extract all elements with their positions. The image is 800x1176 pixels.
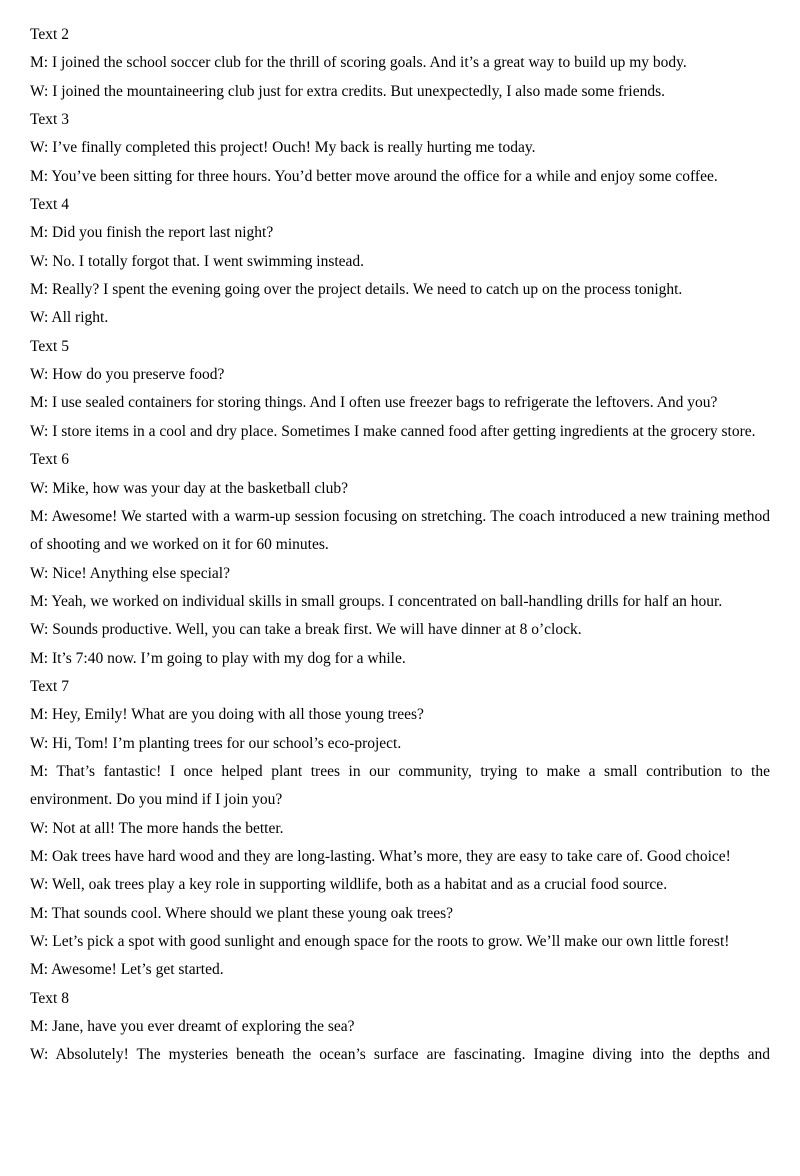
section-heading: Text 2 (30, 26, 69, 43)
dialogue-line: W: Hi, Tom! I’m planting trees for our school’s eco-project. (30, 734, 402, 752)
dialogue-line: W: I joined the mountaineering club just for extra credits. But unexpectedly, I also made some friends. (30, 82, 666, 100)
section-heading: Text 3 (30, 111, 69, 129)
dialogue-line: W: I’ve finally completed this project! Ouch! My back is really hurting me today. (30, 139, 536, 157)
dialogue-line: M: That’s fantastic! I once helped plant trees in our community, trying to make a small contribution to the environment. Do you mind if I join you? (30, 762, 770, 809)
dialogue-line: M: Awesome! Let’s get started. (30, 961, 224, 979)
dialogue-line: M: Did you finish the report last night? (30, 224, 274, 242)
dialogue-line: M: That sounds cool. Where should we plant these young oak trees? (30, 904, 454, 922)
dialogue-line: W: Absolutely! The mysteries beneath the ocean’s surface are fascinating. Imagine diving into the depths and (30, 1046, 770, 1064)
dialogue-line: W: I store items in a cool and dry place. Sometimes I make canned food after getting ingredients at the grocery store. (30, 422, 756, 440)
dialogue-line: M: I use sealed containers for storing things. And I often use freezer bags to refrigerate the leftovers. And you? (30, 394, 718, 412)
section-heading: Text 8 (30, 989, 69, 1007)
dialogue-line: M: You’ve been sitting for three hours. You’d better move around the office for a while and enjoy some coffee. (30, 167, 718, 185)
dialogue-line: M: Awesome! We started with a warm-up session focusing on stretching. The coach introduced a new training method of shooting and we worked on it for 60 minutes. (30, 507, 770, 554)
dialogue-line: W: Nice! Anything else special? (30, 564, 230, 582)
transcript (30, 21, 770, 1070)
dialogue-line: W: Sounds productive. Well, you can take a break first. We will have dinner at 8 o’clock. (30, 621, 582, 639)
dialogue-line: M: Jane, have you ever dreamt of exploring the sea? (30, 1018, 355, 1036)
dialogue-line: M: Hey, Emily! What are you doing with all those young trees? (30, 706, 424, 724)
dialogue-line: M: Oak trees have hard wood and they are long-lasting. What’s more, they are easy to take care of. Good choice! (30, 847, 731, 865)
dialogue-line: W: How do you preserve food? (30, 366, 225, 384)
dialogue-line: W: Mike, how was your day at the basketball club? (30, 479, 348, 497)
dialogue-line: M: Yeah, we worked on individual skills in small groups. I concentrated on ball-handling drills for half an hour. (30, 592, 723, 610)
section-heading: Text 7 (30, 677, 69, 695)
dialogue-line: W: Well, oak trees play a key role in supporting wildlife, both as a habitat and as a crucial food source. (30, 876, 668, 894)
dialogue-line: M: Really? I spent the evening going over the project details. We need to catch up on the process tonight. (30, 281, 683, 299)
dialogue-line: W: Not at all! The more hands the better. (30, 819, 284, 837)
dialogue-line: W: No. I totally forgot that. I went swimming instead. (30, 252, 365, 270)
dialogue-line: M: I joined the school soccer club for the thrill of scoring goals. And it’s a great way to build up my body. (30, 54, 687, 72)
dialogue-line: W: Let’s pick a spot with good sunlight and enough space for the roots to grow. We’ll make our own little forest! (30, 933, 730, 950)
dialogue-line: W: All right. (30, 309, 109, 327)
dialogue-line: M: It’s 7:40 now. I’m going to play with my dog for a while. (30, 649, 406, 667)
section-heading: Text 5 (30, 337, 69, 355)
section-heading: Text 4 (30, 196, 69, 214)
section-heading: Text 6 (30, 451, 69, 469)
